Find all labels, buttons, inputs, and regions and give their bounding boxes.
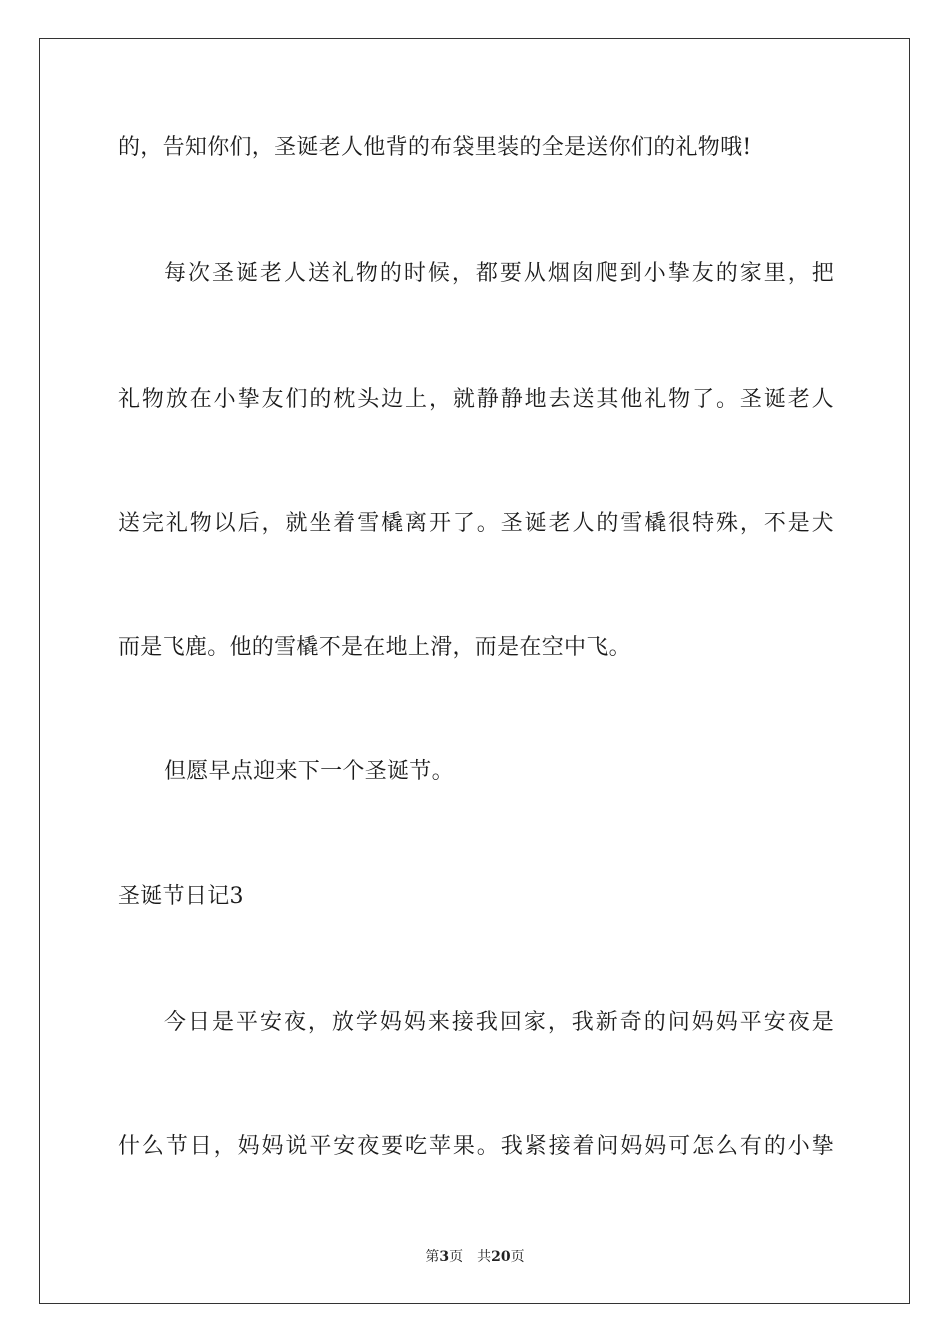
footer-total-suffix: 页 <box>510 1249 525 1265</box>
paragraph-2-line-1: 每次圣诞老人送礼物的时候，都要从烟囱爬到小挚友的家里，把 <box>164 261 834 286</box>
paragraph-2-line-3: 送完礼物以后，就坐着雪橇离开了。圣诞老人的雪橇很特殊，不是犬 <box>118 511 834 536</box>
footer-total-prefix: 共 <box>477 1249 492 1265</box>
page-footer <box>0 1247 950 1267</box>
footer-total-pages: 20 <box>491 1249 511 1265</box>
paragraph-2-line-2: 礼物放在小挚友们的枕头边上，就静静地去送其他礼物了。圣诞老人 <box>118 387 834 412</box>
paragraph-4-line-1: 今日是平安夜，放学妈妈来接我回家，我新奇的问妈妈平安夜是 <box>164 1010 834 1035</box>
paragraph-2-line-4: 而是飞鹿。他的雪橇不是在地上滑，而是在空中飞。 <box>118 635 631 660</box>
footer-page-number: 3 <box>439 1249 450 1265</box>
section-heading: 圣诞节日记3 <box>118 884 244 909</box>
footer-page-suffix: 页 <box>449 1249 464 1265</box>
footer-page-prefix: 第 <box>425 1249 440 1265</box>
page-border <box>39 38 910 1304</box>
paragraph-4-line-2: 什么节日，妈妈说平安夜要吃苹果。我紧接着问妈妈可怎么有的小挚 <box>118 1134 834 1159</box>
paragraph-3-line-1: 但愿早点迎来下一个圣诞节。 <box>164 759 454 784</box>
paragraph-1-line-1: 的，告知你们，圣诞老人他背的布袋里装的全是送你们的礼物哦! <box>118 135 752 160</box>
